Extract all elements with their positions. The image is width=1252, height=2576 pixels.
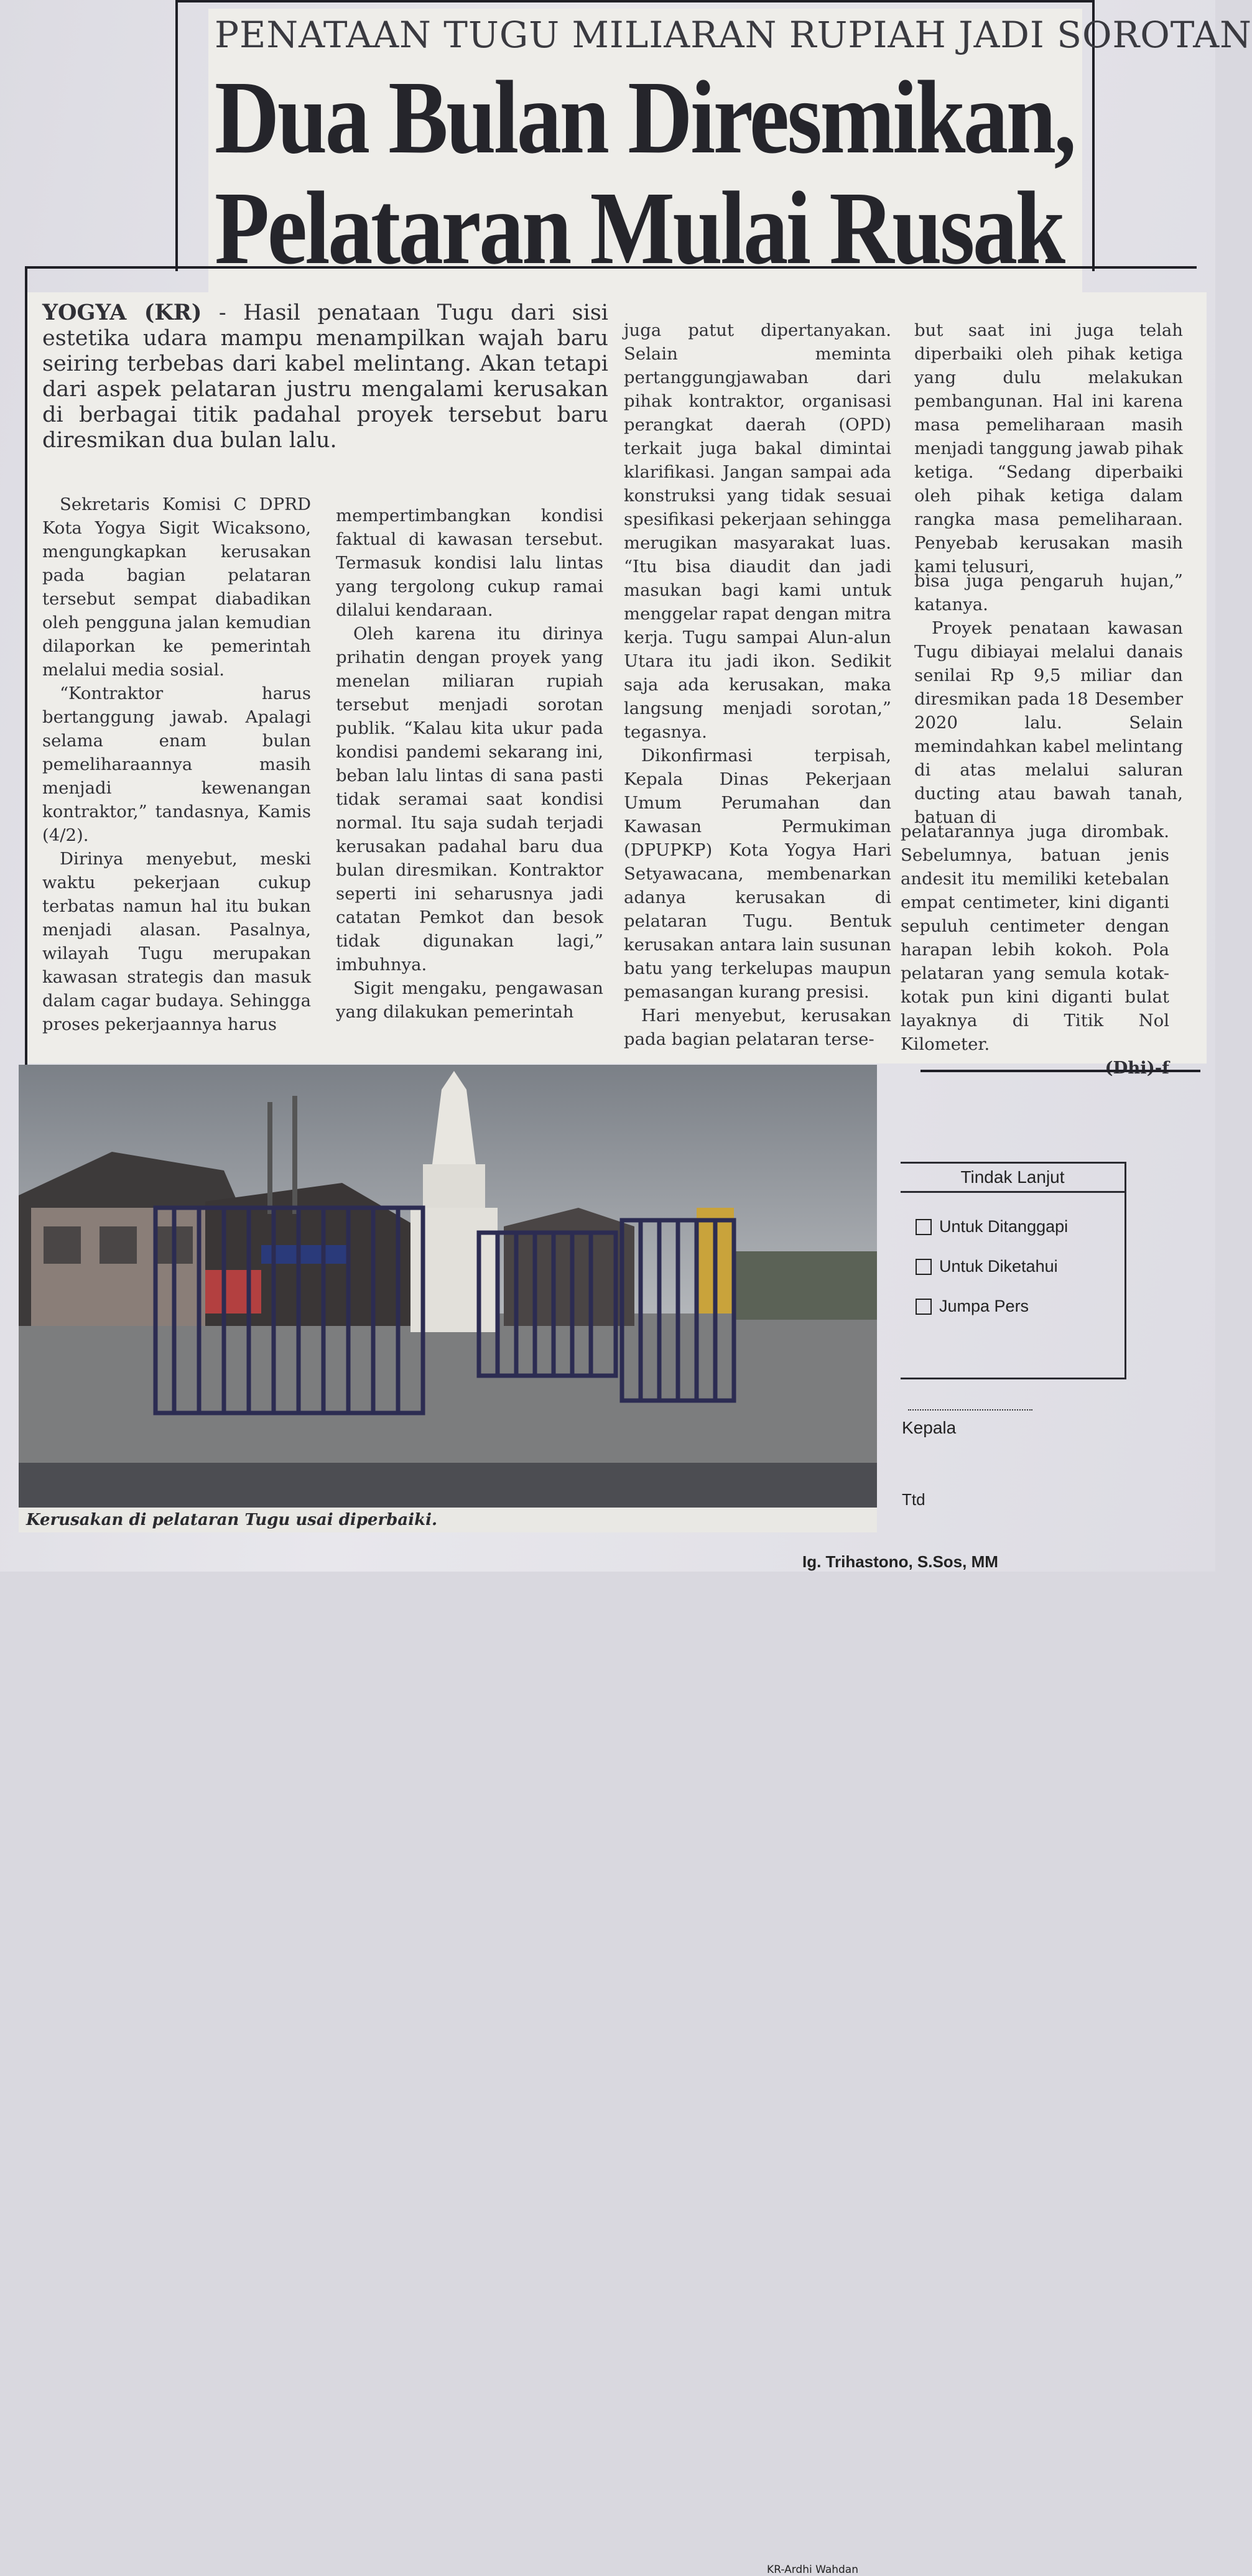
disposition-stamp bbox=[901, 1162, 1126, 1379]
option-jumpa-pers[interactable] bbox=[916, 1297, 1029, 1316]
column-4-bottom bbox=[901, 820, 1169, 1080]
paragraph: but saat ini juga telah diperbaiki oleh pihak ketiga yang dulu melakukan pembangunan. Hal ini karena masa pemeliharaan masih menjadi tanggung jawab pihak ketiga. “Sedang diperbaiki oleh pihak ketiga dalam rangka masa pemeliharaan. Penyebab kerusakan masih kami telusuri, bbox=[914, 320, 1183, 577]
paragraph: juga patut dipertanyakan. Selain meminta pertanggungjawaban dari pihak kontraktor, organisasi perangkat daerah (OPD) terkait juga bakal dimintai klarifikasi. Jangan sampai ada konstruksi yang tidak sesuai spesifikasi pekerjaan sehingga merugikan masyarakat luas. “Itu bisa diaudit dan jadi masukan bagi kami untuk menggelar rapat dengan mitra kerja. Tugu sampai Alun-alun Utara itu jadi ikon. Sedikit saja ada kerusakan, maka langsung menjadi sorotan,” tegasnya. bbox=[624, 320, 891, 742]
kicker: PENATAAN TUGU MILIARAN RUPIAH JADI SOROTAN bbox=[215, 14, 1252, 56]
paragraph: mempertimbangkan kondisi faktual di kawasan tersebut. Termasuk kondisi lalu lintas yang tergolong cukup ramai dilalui kendaraan. bbox=[336, 506, 603, 620]
paragraph: Sekretaris Komisi C DPRD Kota Yogya Sigit Wicaksono, mengungkapkan kerusakan pada bagian pelataran tersebut sempat diabadikan oleh pengguna jalan kemudian dilaporkan ke pemerintah melalui media sosial. bbox=[42, 494, 311, 680]
checkbox-icon[interactable] bbox=[916, 1219, 932, 1235]
paragraph: Dikonfirmasi terpisah, Kepala Dinas Pekerjaan Umum Perumahan dan Kawasan Permukiman (DPUPKP) Kota Yogya Hari Setyawacana, membenarkan adanya kerusakan di pelataran Tugu. Bentuk kerusakan antara lain susunan batu yang terkelupas maupun pemasangan kurang presisi. bbox=[624, 746, 891, 1002]
signature-ttd: Ttd bbox=[902, 1490, 925, 1509]
headline-line-2: Pelataran Mulai Rusak bbox=[215, 170, 1064, 286]
paragraph: “Kontraktor harus bertanggung jawab. Apalagi selama enam bulan pemeliharaannya masih menjadi kewenangan kontraktor,” tandasnya, Kamis (4/2). bbox=[42, 683, 311, 845]
marker-border-right bbox=[920, 1070, 1200, 1072]
paragraph: pelatarannya juga dirombak. Sebelumnya, batuan jenis andesit itu memiliki ketebalan empat centimeter, kini diganti sepuluh centimeter dengan harapan lebih kokoh. Pola pelataran yang semula kotak-kotak pun kini diganti bulat layaknya di Titik Nol Kilometer. bbox=[901, 822, 1169, 1054]
lead-text: - Hasil penataan Tugu dari sisi estetika udara mampu menampilkan wajah baru seiring terbebas dari kabel melintang. Akan tetapi dari aspek pelataran justru mengalami kerusakan di berbagai titik padahal proyek tersebut baru diresmikan dua bulan lalu. bbox=[42, 300, 608, 453]
byline: (Dhi)-f bbox=[1105, 1058, 1169, 1078]
column-1 bbox=[42, 493, 311, 1036]
checkbox-icon[interactable] bbox=[916, 1299, 932, 1315]
signature-line bbox=[908, 1409, 1032, 1411]
photo-credit: KR-Ardhi Wahdan bbox=[767, 2564, 858, 2576]
paragraph: Dirinya menyebut, meski waktu pekerjaan cukup terbatas namun hal itu bukan menjadi alasan. Pasalnya, wilayah Tugu merupakan kawasan strategis dan masuk dalam cagar budaya. Sehingga proses pekerjaannya harus bbox=[42, 849, 311, 1034]
paragraph: bisa juga pengaruh hujan,” katanya. bbox=[914, 571, 1183, 614]
photo-caption: Kerusakan di pelataran Tugu usai diperbaiki. bbox=[19, 1508, 877, 1532]
headline-line-1: Dua Bulan Diresmikan, bbox=[215, 60, 1075, 175]
headline bbox=[215, 60, 1075, 286]
dateline: YOGYA (KR) bbox=[42, 300, 202, 325]
paragraph: Proyek penataan kawasan Tugu dibiayai melalui danais senilai Rp 9,5 miliar dan diresmikan pada 18 Desember 2020 lalu. Selain memindahkan kabel melintang di atas melalui saluran ducting atau bawah tanah, batuan di bbox=[914, 618, 1183, 827]
paragraph: Sigit mengaku, pengawasan yang dilakukan pemerintah bbox=[336, 978, 603, 1022]
option-untuk-diketahui[interactable] bbox=[916, 1257, 1058, 1276]
tugu-photo-illustration bbox=[19, 1065, 877, 1508]
column-3 bbox=[624, 318, 891, 1051]
option-label: Untuk Ditanggapi bbox=[939, 1217, 1069, 1236]
column-4-top bbox=[914, 318, 1183, 578]
checkbox-icon[interactable] bbox=[916, 1259, 932, 1275]
column-2 bbox=[336, 504, 603, 1024]
option-label: Jumpa Pers bbox=[939, 1297, 1029, 1315]
signature-role: Kepala bbox=[902, 1418, 957, 1437]
signature-name: Ig. Trihastono, S.Sos, MM bbox=[802, 1552, 998, 1571]
lead-paragraph bbox=[42, 300, 608, 453]
option-label: Untuk Diketahui bbox=[939, 1257, 1058, 1276]
paragraph: Oleh karena itu dirinya prihatin dengan proyek yang menelan miliaran rupiah tersebut menjadi sorotan publik. “Kalau kita ukur pada kondisi pandemi sekarang ini, beban lalu lintas di sana pasti tidak seramai saat kondisi normal. Itu saja sudah terjadi kerusakan padahal baru dua bulan diresmikan. Kontraktor seperti ini seharusnya jadi catatan Pemkot dan besok tidak digunakan lagi,” imbuhnya. bbox=[336, 624, 603, 975]
option-untuk-ditanggapi[interactable] bbox=[916, 1217, 1068, 1236]
paragraph: Hari menyebut, kerusakan pada bagian pelataran terse- bbox=[624, 1006, 891, 1049]
stamp-title: Tindak Lanjut bbox=[901, 1164, 1124, 1193]
column-4-middle bbox=[914, 569, 1183, 829]
